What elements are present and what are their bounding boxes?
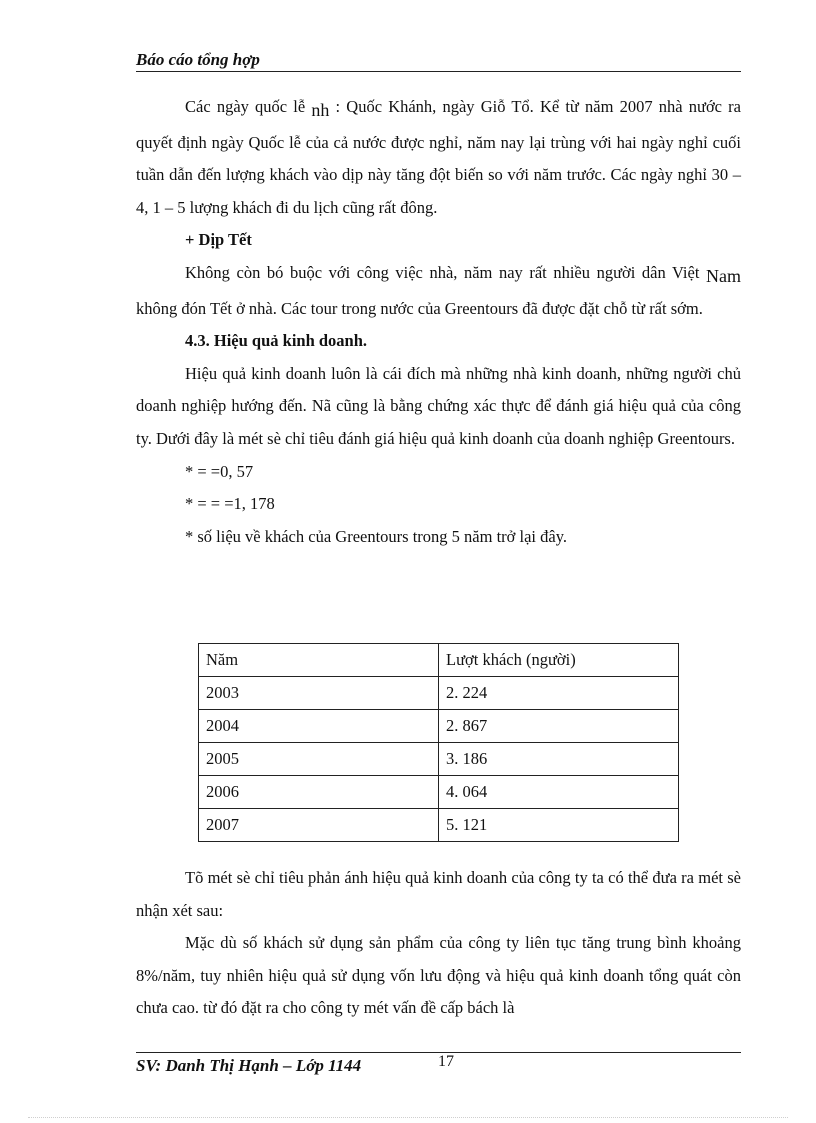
table-cell: 2. 224 xyxy=(439,677,679,710)
paragraph-text: không đón Tết ở nhà. Các tour trong nước của Greentours đã được đặt chỗ từ rất sớm. xyxy=(136,298,703,318)
table-cell: 2003 xyxy=(199,677,439,710)
table-header-row xyxy=(199,644,679,677)
table-cell: 2005 xyxy=(199,743,439,776)
paragraph-text: Không còn bó buộc với công việc nhà, năm nay rất nhiều người dân Việt xyxy=(185,262,706,282)
page-number: 17 xyxy=(438,1053,454,1070)
visitor-table xyxy=(198,643,679,842)
table-caption: * số liệu về khách của Greentours trong 5 năm trở lại đây. xyxy=(185,526,567,546)
bottom-dotted-line xyxy=(28,1117,788,1118)
table-cell: 4. 064 xyxy=(439,776,679,809)
table-row xyxy=(199,743,679,776)
paragraph-text: Các ngày quốc lễ xyxy=(185,97,312,116)
table-cell: 2004 xyxy=(199,710,439,743)
table-cell: 3. 186 xyxy=(439,743,679,776)
main-content xyxy=(136,91,741,553)
formula-line-1: * = =0, 57 xyxy=(185,461,254,481)
paragraph-tet xyxy=(136,257,741,325)
inline-subscript: Nam xyxy=(706,265,741,286)
paragraph-efficiency: Hiệu quả kinh doanh luôn là cái đích mà những nhà kinh doanh, những người chủ doanh nghiệp hướng đến. Nã cũng là bằng chứng xác thực để đánh giá hiệu quả của công ty. Dưới đây là mét sè chỉ tiêu đánh giá hiệu quả kinh doanh của doanh nghiệp Greentours. xyxy=(136,363,741,448)
footer-author: SV: Danh Thị Hạnh – Lớp 1144 xyxy=(136,1056,362,1075)
table-cell: 2. 867 xyxy=(439,710,679,743)
table-row xyxy=(199,776,679,809)
paragraph-conclusion: Mặc dù số khách sử dụng sản phẩm của công ty liên tục tăng trung bình khoảng 8%/năm, tuy nhiên hiệu quả sử dụng vốn lưu động và hiệu quả kinh doanh tổng quát còn chưa cao. từ đó đặt ra cho công ty mét vấn đề cấp bách là xyxy=(136,933,741,1018)
formula-line-2: * = = =1, 178 xyxy=(185,494,275,514)
table-row xyxy=(199,677,679,710)
paragraph-text: : Quốc Khánh, ngày Giỗ Tổ. Kể từ năm 2007 nhà nước ra quyết định ngày Quốc lễ của cả nước được nghỉ, năm nay lại trùng với hai ngày nghỉ cuối tuần dẫn đến lượng khách vào dịp này tăng đột biến so với năm trước. Các ngày nghỉ 30 – 4, 1 – 5 lượng khách đi du lịch cũng rất đông. xyxy=(136,97,741,217)
header-divider xyxy=(136,71,741,72)
table-cell: 5. 121 xyxy=(439,809,679,842)
table-header-cell: Năm xyxy=(199,644,439,677)
page-header: Báo cáo tổng hợp xyxy=(136,50,260,69)
inline-subscript: nh xyxy=(311,100,330,120)
table-cell: 2007 xyxy=(199,809,439,842)
paragraph-remarks: Tõ mét sè chỉ tiêu phản ánh hiệu quả kinh doanh của công ty ta có thể đưa ra mét sè nhận xét sau: xyxy=(136,868,741,920)
table-header-cell: Lượt khách (người) xyxy=(439,644,679,677)
table-row xyxy=(199,809,679,842)
table-cell: 2006 xyxy=(199,776,439,809)
closing-content xyxy=(136,862,741,1025)
tet-heading: + Dịp Tết xyxy=(185,230,252,250)
paragraph-holidays xyxy=(136,91,741,224)
section-heading: 4.3. Hiệu quả kinh doanh. xyxy=(185,331,368,351)
table-row xyxy=(199,710,679,743)
